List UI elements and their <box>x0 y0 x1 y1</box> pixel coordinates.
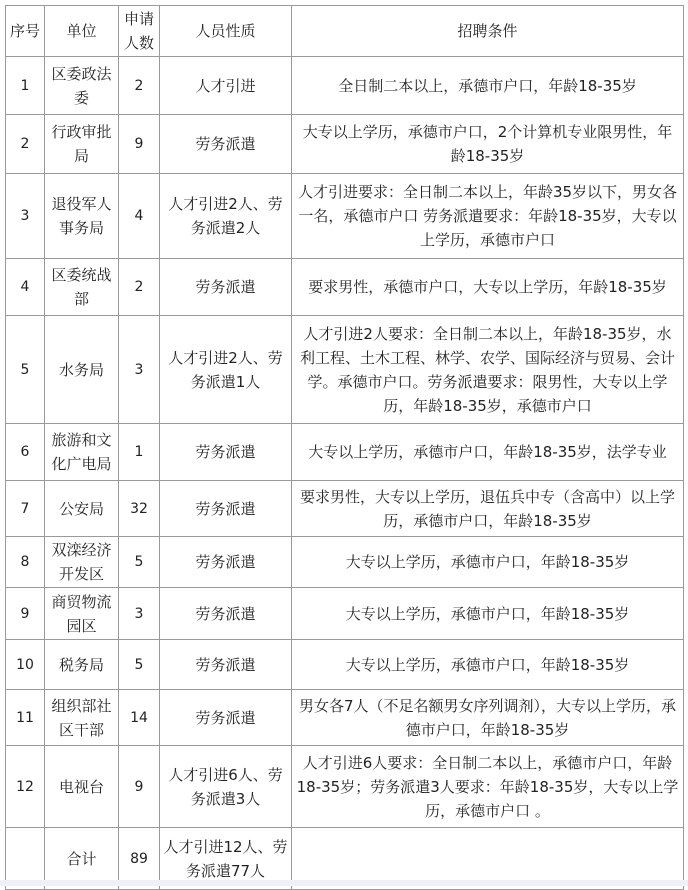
cell-unit: 组织部社区干部 <box>45 690 119 746</box>
cell-nature: 劳务派遣 <box>160 588 292 640</box>
table-row <box>6 424 684 481</box>
cell-seq: 9 <box>6 588 45 640</box>
header-nature: 人员性质 <box>160 6 292 57</box>
cell-conditions: 人才引进要求：全日制二本以上，年龄35岁以下，男女各一名，承德市户口 劳务派遣要求：年龄18-35岁，大专以上学历，承德市户口 <box>292 174 684 259</box>
cell-conditions: 大专以上学历，承德市户口，年龄18-35岁 <box>292 640 684 690</box>
cell-nature: 人才引进6人、劳务派遣3人 <box>160 746 292 828</box>
cell-count: 5 <box>119 537 160 588</box>
header-unit: 单位 <box>45 6 119 57</box>
cell-count: 9 <box>119 115 160 174</box>
cell-seq: 10 <box>6 640 45 690</box>
cell-seq: 3 <box>6 174 45 259</box>
cell-nature: 劳务派遣 <box>160 690 292 746</box>
cell-count: 2 <box>119 259 160 316</box>
cell-seq: 4 <box>6 259 45 316</box>
cell-seq: 11 <box>6 690 45 746</box>
cell-unit: 水务局 <box>45 316 119 424</box>
cell-conditions: 要求男性，承德市户口，大专以上学历，年龄18-35岁 <box>292 259 684 316</box>
recruitment-table <box>5 5 684 890</box>
cell-nature: 劳务派遣 <box>160 537 292 588</box>
cell-nature: 劳务派遣 <box>160 115 292 174</box>
cell-seq: 8 <box>6 537 45 588</box>
table-row <box>6 174 684 259</box>
cell-count: 3 <box>119 588 160 640</box>
cell-conditions: 大专以上学历，承德市户口，2个计算机专业限男性，年龄18-35岁 <box>292 115 684 174</box>
header-seq: 序号 <box>6 6 45 57</box>
cell-seq: 6 <box>6 424 45 481</box>
cell-unit: 商贸物流园区 <box>45 588 119 640</box>
cell-nature: 劳务派遣 <box>160 259 292 316</box>
cell-conditions: 大专以上学历，承德市户口，年龄18-35岁 <box>292 537 684 588</box>
cell-count: 32 <box>119 481 160 537</box>
cell-seq: 1 <box>6 57 45 115</box>
cell-conditions: 大专以上学历，承德市户口，年龄18-35岁 <box>292 588 684 640</box>
table-row <box>6 537 684 588</box>
table-row <box>6 57 684 115</box>
cell-seq: 12 <box>6 746 45 828</box>
total-nature: 人才引进12人、劳务派遣77人 <box>160 828 292 890</box>
table-row <box>6 481 684 537</box>
cell-conditions: 全日制二本以上，承德市户口，年龄18-35岁 <box>292 57 684 115</box>
cell-conditions: 人才引进6人要求：全日制二本以上，承德市户口，年龄18-35岁；劳务派遣3人要求：年龄18-35岁，大专以上学历，承德市户口 。 <box>292 746 684 828</box>
header-count: 申请人数 <box>119 6 160 57</box>
cell-nature: 劳务派遣 <box>160 640 292 690</box>
cell-unit: 退役军人事务局 <box>45 174 119 259</box>
cell-unit: 旅游和文化广电局 <box>45 424 119 481</box>
cell-unit: 区委政法委 <box>45 57 119 115</box>
table-row <box>6 640 684 690</box>
cell-seq: 2 <box>6 115 45 174</box>
cell-seq: 7 <box>6 481 45 537</box>
table-row <box>6 746 684 828</box>
cell-count: 14 <box>119 690 160 746</box>
cell-nature: 劳务派遣 <box>160 481 292 537</box>
total-label: 合计 <box>45 828 119 890</box>
bottom-band <box>0 880 688 886</box>
cell-nature: 劳务派遣 <box>160 424 292 481</box>
cell-nature: 人才引进2人、劳务派遣2人 <box>160 174 292 259</box>
table-row <box>6 259 684 316</box>
cell-conditions: 男女各7人（不足名额男女序列调剂），大专以上学历，承德市户口，年龄18-35岁 <box>292 690 684 746</box>
cell-count: 1 <box>119 424 160 481</box>
cell-conditions: 要求男性，大专以上学历，退伍兵中专（含高中）以上学历，承德市户口，年龄18-35岁 <box>292 481 684 537</box>
cell-nature: 人才引进2人、劳务派遣1人 <box>160 316 292 424</box>
cell-conditions: 人才引进2人要求：全日制二本以上，年龄18-35岁，水利工程、土木工程、林学、农学、国际经济与贸易、会计学。承德市户口。劳务派遣要求：限男性，大专以上学历，年龄18-35岁，承德市户口 <box>292 316 684 424</box>
cell-unit: 行政审批局 <box>45 115 119 174</box>
cell-count: 3 <box>119 316 160 424</box>
cell-unit: 电视台 <box>45 746 119 828</box>
cell-unit: 税务局 <box>45 640 119 690</box>
header-row <box>6 6 684 57</box>
total-count: 89 <box>119 828 160 890</box>
cell-count: 2 <box>119 57 160 115</box>
cell-unit: 区委统战部 <box>45 259 119 316</box>
cell-count: 9 <box>119 746 160 828</box>
cell-seq: 5 <box>6 316 45 424</box>
table-row <box>6 690 684 746</box>
table-row <box>6 588 684 640</box>
table-row <box>6 115 684 174</box>
cell-unit: 双滦经济开发区 <box>45 537 119 588</box>
cell-unit: 公安局 <box>45 481 119 537</box>
cell-count: 4 <box>119 174 160 259</box>
cell-count: 5 <box>119 640 160 690</box>
header-conditions: 招聘条件 <box>292 6 684 57</box>
cell-nature: 人才引进 <box>160 57 292 115</box>
cell-conditions: 大专以上学历，承德市户口，年龄18-35岁，法学专业 <box>292 424 684 481</box>
table-row <box>6 316 684 424</box>
